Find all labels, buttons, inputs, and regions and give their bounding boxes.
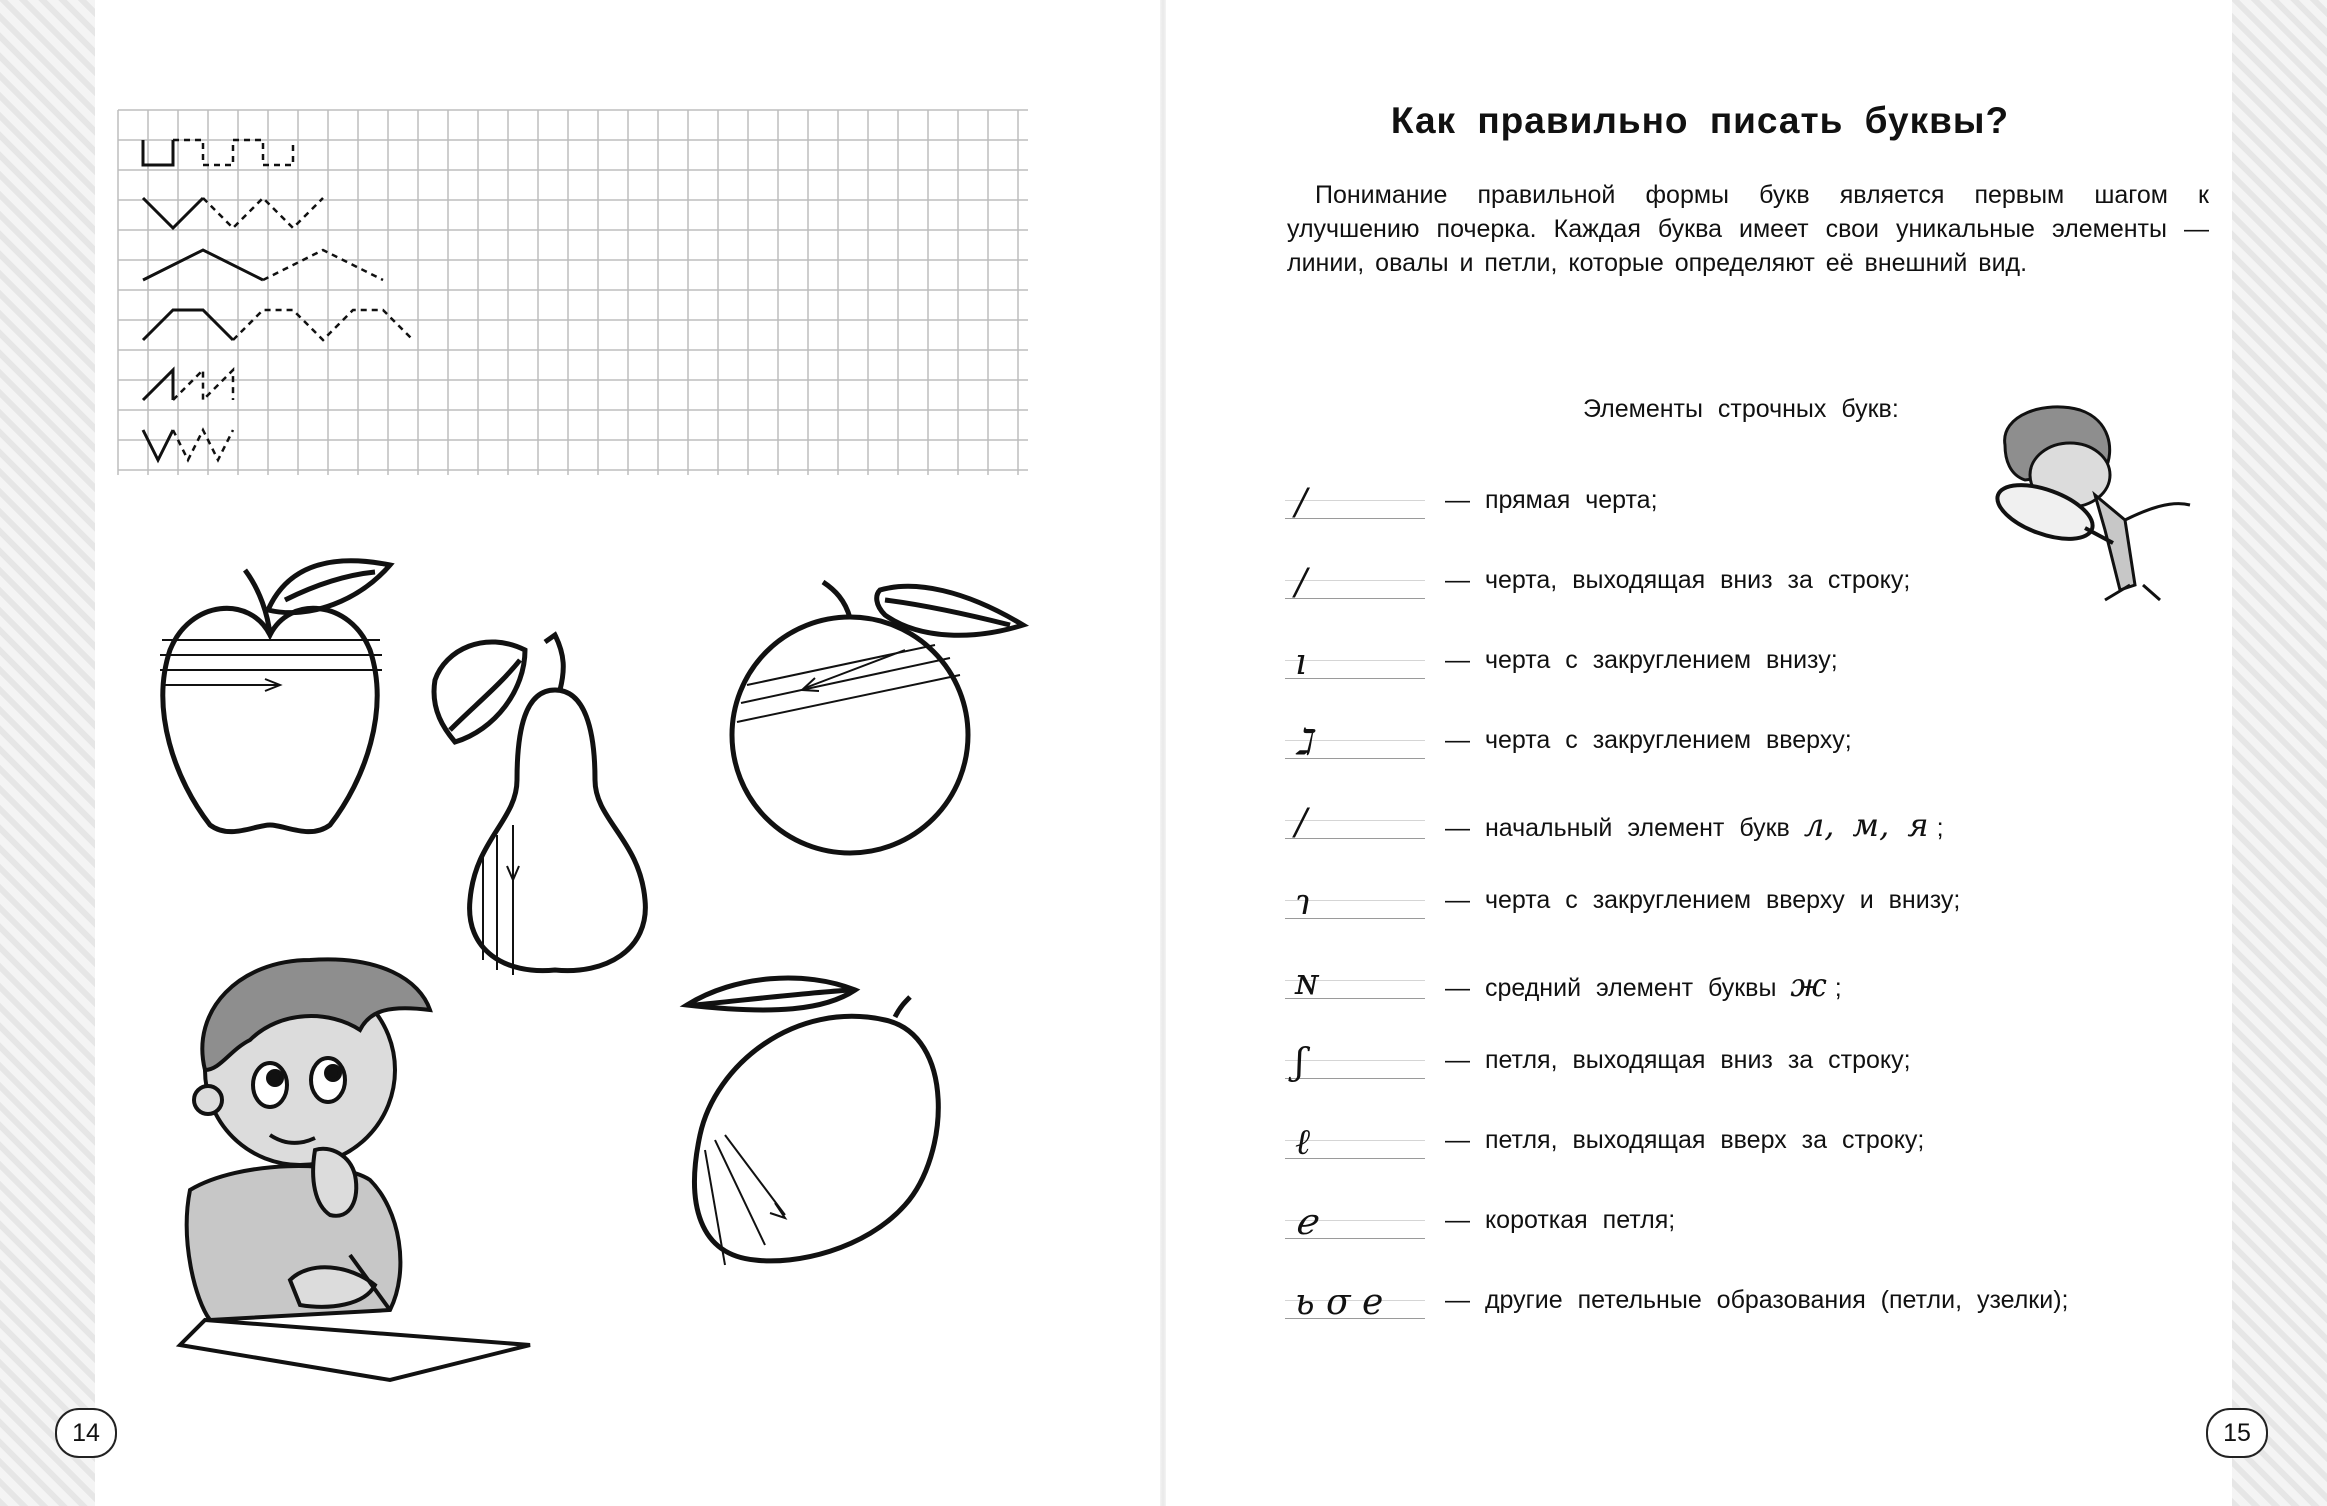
straight-stroke-icon: / xyxy=(1295,482,1308,523)
element-row xyxy=(1285,720,2185,780)
short-loop-stroke-icon: ℯ xyxy=(1295,1202,1317,1243)
element-row xyxy=(1285,800,2185,860)
apple-outline xyxy=(140,540,400,840)
boy-thinking-drawing xyxy=(150,950,550,1390)
page-edge-right xyxy=(2232,0,2327,1506)
element-row xyxy=(1285,480,2185,540)
element-description xyxy=(1445,486,1658,515)
element-suffix: ; xyxy=(1936,814,1944,842)
element-suffix: ; xyxy=(1834,974,1842,1002)
element-row xyxy=(1285,880,2185,940)
element-description-text: — черта с закруглением внизу; xyxy=(1445,646,1838,674)
page-title: Как правильно писать буквы? xyxy=(1390,100,2010,141)
cursive-letters: л, м, я xyxy=(1803,806,1929,844)
element-description-text: — другие петельные образования (петли, узелки); xyxy=(1445,1286,2069,1314)
loop-formations-stroke-icon: ь σ е xyxy=(1295,1282,1384,1323)
element-description xyxy=(1445,646,1838,675)
element-description-text: — черта с закруглением вверху; xyxy=(1445,726,1852,754)
cursive-letters: ж xyxy=(1790,966,1827,1004)
element-description xyxy=(1445,806,1944,844)
mango-outline xyxy=(675,975,975,1275)
intro-paragraph: Понимание правильной формы букв является первым шагом к улучшению почерка. Каждая буква имеет свои уникальные элементы — линии, овалы и петли, которые определяют её внешний вид. xyxy=(1287,181,2209,277)
element-description-text: — короткая петля; xyxy=(1445,1206,1676,1234)
initial-element-stroke-icon: / xyxy=(1295,802,1308,843)
element-row xyxy=(1285,1120,2185,1180)
element-description xyxy=(1445,1206,1675,1235)
page-number-right: 15 xyxy=(2206,1408,2268,1458)
pear-outline xyxy=(425,630,685,980)
element-description xyxy=(1445,1126,1924,1155)
orange-outline xyxy=(705,570,1035,870)
elements-heading: Элементы строчных букв: xyxy=(1583,395,1899,423)
element-description-text: — петля, выходящая вниз за строку; xyxy=(1445,1046,1911,1074)
element-row xyxy=(1285,1200,2185,1260)
grid-tracing-patterns xyxy=(118,110,1033,480)
element-description xyxy=(1445,1046,1911,1075)
element-description xyxy=(1445,726,1852,755)
element-description-text: — прямая черта; xyxy=(1445,486,1658,514)
element-description xyxy=(1445,566,1910,595)
element-description-text: — средний элемент буквы xyxy=(1445,974,1777,1002)
element-description xyxy=(1445,886,1960,915)
element-description-text: — петля, выходящая вверх за строку; xyxy=(1445,1126,1925,1154)
top-curve-stroke-icon: ℷ xyxy=(1295,722,1312,763)
element-row xyxy=(1285,960,2185,1020)
page-number-left: 14 xyxy=(55,1408,117,1458)
double-curve-stroke-icon: ɿ xyxy=(1295,882,1312,923)
element-description-text: — черта с закруглением вверху и внизу; xyxy=(1445,886,1961,914)
upper-loop-stroke-icon: ℓ xyxy=(1295,1122,1310,1163)
element-row xyxy=(1285,1280,2185,1340)
element-row xyxy=(1285,640,2185,700)
element-description xyxy=(1445,1286,2068,1315)
bottom-curve-stroke-icon: ı xyxy=(1295,642,1307,683)
descending-stroke-icon: / xyxy=(1295,562,1308,603)
element-description xyxy=(1445,966,1842,1004)
element-row xyxy=(1285,560,2185,620)
lower-loop-stroke-icon: ʃ xyxy=(1295,1042,1305,1083)
element-description-text: — черта, выходящая вниз за строку; xyxy=(1445,566,1911,594)
book-gutter xyxy=(1160,0,1166,1506)
page-edge-left xyxy=(0,0,95,1506)
element-description-text: — начальный элемент букв xyxy=(1445,814,1790,842)
element-row xyxy=(1285,1040,2185,1100)
middle-element-stroke-icon: ɴ xyxy=(1295,962,1319,1003)
